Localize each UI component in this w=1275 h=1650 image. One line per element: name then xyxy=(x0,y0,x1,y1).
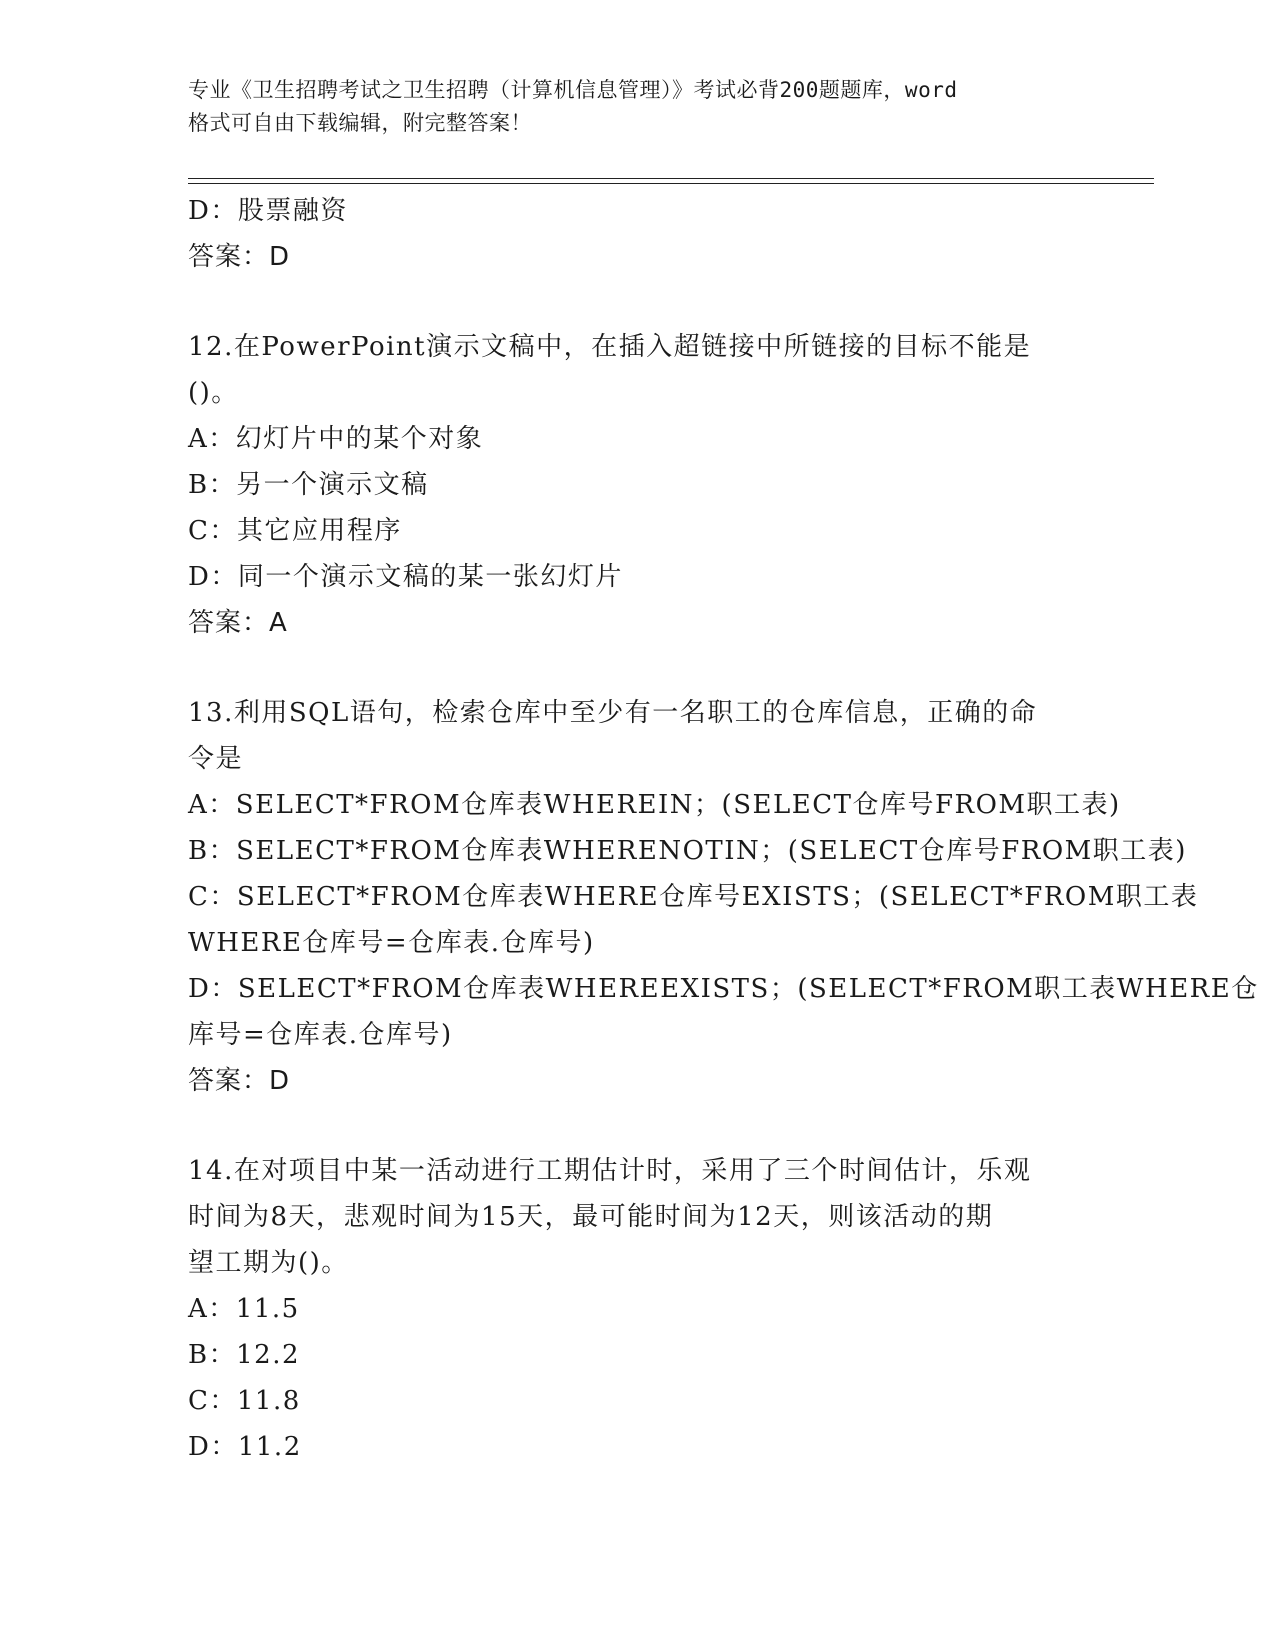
spacer xyxy=(188,646,1088,690)
question-stem: 14.在对项目中某一活动进行工期估计时，采用了三个时间估计，乐观 xyxy=(188,1156,1032,1186)
header-divider-bottom xyxy=(188,183,1154,184)
answer-line: 答案：D xyxy=(188,242,291,272)
option-c-continued: WHERE仓库号=仓库表.仓库号) xyxy=(188,928,595,958)
question-12 xyxy=(188,324,1088,646)
option-d: D：股票融资 xyxy=(188,196,348,226)
option-a: A：幻灯片中的某个对象 xyxy=(188,424,484,454)
option-b: B：12.2 xyxy=(188,1340,300,1370)
header-line-1: 专业《卫生招聘考试之卫生招聘（计算机信息管理）》考试必背200题题库，word xyxy=(188,78,958,102)
document-header xyxy=(188,74,1088,140)
question-stem: 13.利用SQL语句，检索仓库中至少有一名职工的仓库信息，正确的命 xyxy=(188,698,1038,728)
previous-question-tail xyxy=(188,188,1088,280)
question-stem: ()。 xyxy=(188,378,239,408)
option-d: D：11.2 xyxy=(188,1432,302,1462)
option-d-continued: 库号=仓库表.仓库号) xyxy=(188,1020,453,1050)
option-a: A：11.5 xyxy=(188,1294,300,1324)
option-b: B：另一个演示文稿 xyxy=(188,470,429,500)
header-line-2: 格式可自由下载编辑，附完整答案！ xyxy=(188,111,532,135)
header-divider-top xyxy=(188,178,1154,179)
answer-line: 答案：D xyxy=(188,1066,291,1096)
option-a: A：SELECT*FROM仓库表WHEREIN；(SELECT仓库号FROM职工表) xyxy=(188,790,1121,820)
question-14 xyxy=(188,1148,1088,1470)
question-stem: 12.在PowerPoint演示文稿中，在插入超链接中所链接的目标不能是 xyxy=(188,332,1032,362)
question-stem: 时间为8天，悲观时间为15天，最可能时间为12天，则该活动的期 xyxy=(188,1202,994,1232)
question-13 xyxy=(188,690,1259,1104)
question-stem: 望工期为()。 xyxy=(188,1248,349,1278)
option-d: D：同一个演示文稿的某一张幻灯片 xyxy=(188,562,623,592)
option-c: C：11.8 xyxy=(188,1386,301,1416)
question-stem: 令是 xyxy=(188,744,244,774)
question-content xyxy=(188,188,1259,1470)
spacer xyxy=(188,1104,1088,1148)
option-b: B：SELECT*FROM仓库表WHERENOTIN；(SELECT仓库号FROM职工表) xyxy=(188,836,1187,866)
option-d: D：SELECT*FROM仓库表WHEREEXISTS；(SELECT*FROM职工表WHERE仓 xyxy=(188,974,1259,1004)
spacer xyxy=(188,280,1088,324)
answer-line: 答案：A xyxy=(188,608,288,638)
option-c: C：其它应用程序 xyxy=(188,516,402,546)
option-c: C：SELECT*FROM仓库表WHERE仓库号EXISTS；(SELECT*FROM职工表 xyxy=(188,882,1199,912)
